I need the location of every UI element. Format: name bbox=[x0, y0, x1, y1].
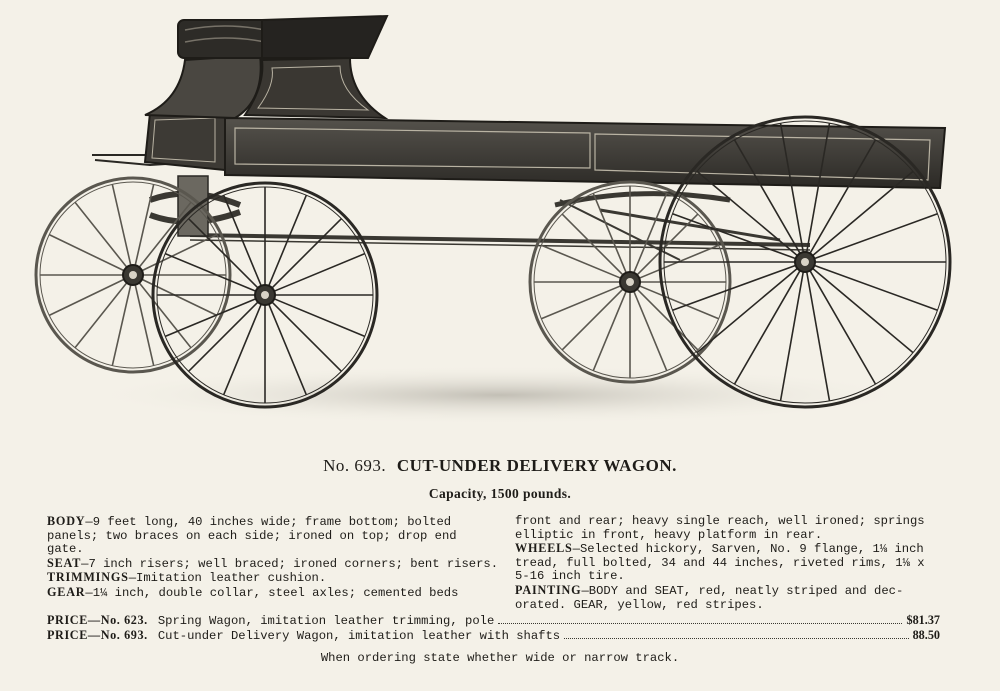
spec-line bbox=[515, 599, 925, 613]
spec-text: —Imitation leather cushion. bbox=[128, 571, 327, 586]
spec-key: SEAT bbox=[47, 555, 82, 570]
spec-line bbox=[515, 515, 925, 529]
leader-dots bbox=[564, 628, 908, 639]
spec-line bbox=[515, 529, 925, 543]
spec-line bbox=[515, 557, 925, 571]
specs-right-column bbox=[515, 515, 925, 612]
spec-key: BODY bbox=[47, 514, 86, 528]
ground-shadow bbox=[80, 365, 920, 425]
spec-text: front and rear; heavy single reach, well ironed; springs bbox=[515, 514, 925, 528]
spec-line bbox=[47, 571, 498, 586]
front-wheel-near bbox=[153, 183, 377, 407]
price-row-693 bbox=[47, 628, 940, 642]
specs-left-column bbox=[47, 515, 498, 601]
spec-line bbox=[47, 586, 498, 601]
spec-line bbox=[47, 543, 498, 557]
spec-text: panels; two braces on each side; ironed on top; drop end bbox=[47, 528, 457, 543]
spec-line bbox=[47, 557, 498, 572]
price-row-623 bbox=[47, 613, 940, 627]
spec-key: WHEELS bbox=[515, 541, 573, 556]
spec-line bbox=[515, 570, 925, 584]
spec-text: elliptic in front, heavy platform in rear. bbox=[515, 527, 823, 542]
spec-text: 5-16 inch tire. bbox=[515, 569, 625, 584]
spec-text: —1¼ inch, double collar, steel axles; cemented beds bbox=[85, 585, 459, 600]
price-amount: $81.37 bbox=[906, 613, 940, 627]
spec-line bbox=[515, 542, 925, 557]
ordering-note: When ordering state whether wide or narrow track. bbox=[320, 651, 680, 665]
catalog-title bbox=[0, 456, 1000, 476]
price-description: Cut-under Delivery Wagon, imitation leather with shafts bbox=[157, 629, 561, 643]
catalog-number: No. 693. bbox=[323, 456, 387, 475]
spec-line bbox=[47, 530, 498, 544]
price-description: Spring Wagon, imitation leather trimming, pole bbox=[157, 614, 495, 628]
price-label: PRICE—No. 623. bbox=[47, 613, 148, 627]
rear-wheel-far bbox=[530, 182, 730, 382]
spec-text: —Selected hickory, Sarven, No. 9 flange, 1⅛ inch bbox=[572, 542, 924, 557]
spec-line bbox=[515, 584, 925, 599]
spec-key: GEAR bbox=[47, 584, 86, 599]
spec-key: PAINTING bbox=[515, 582, 582, 597]
capacity: Capacity, 1500 pounds. bbox=[428, 486, 572, 501]
front-wheel-far bbox=[36, 178, 230, 372]
spec-line bbox=[47, 515, 498, 530]
spec-text: —BODY and SEAT, red, neatly striped and dec- bbox=[581, 583, 904, 598]
wagon-body bbox=[145, 16, 945, 188]
spec-key: TRIMMINGS bbox=[47, 570, 129, 585]
spec-text: gate. bbox=[47, 542, 84, 557]
leader-dots bbox=[498, 613, 902, 624]
price-label: PRICE—No. 693. bbox=[47, 628, 148, 642]
spec-text: —9 feet long, 40 inches wide; frame bottom; bolted bbox=[85, 515, 452, 529]
spec-text: —7 inch risers; well braced; ironed corners; bent risers. bbox=[81, 556, 499, 571]
spec-text: orated. GEAR, yellow, red stripes. bbox=[515, 597, 764, 612]
wagon-name: CUT-UNDER DELIVERY WAGON. bbox=[396, 456, 677, 475]
spec-text: tread, full bolted, 34 and 44 inches, riveted rims, 1⅛ x bbox=[515, 555, 925, 570]
price-amount: 88.50 bbox=[912, 628, 940, 642]
